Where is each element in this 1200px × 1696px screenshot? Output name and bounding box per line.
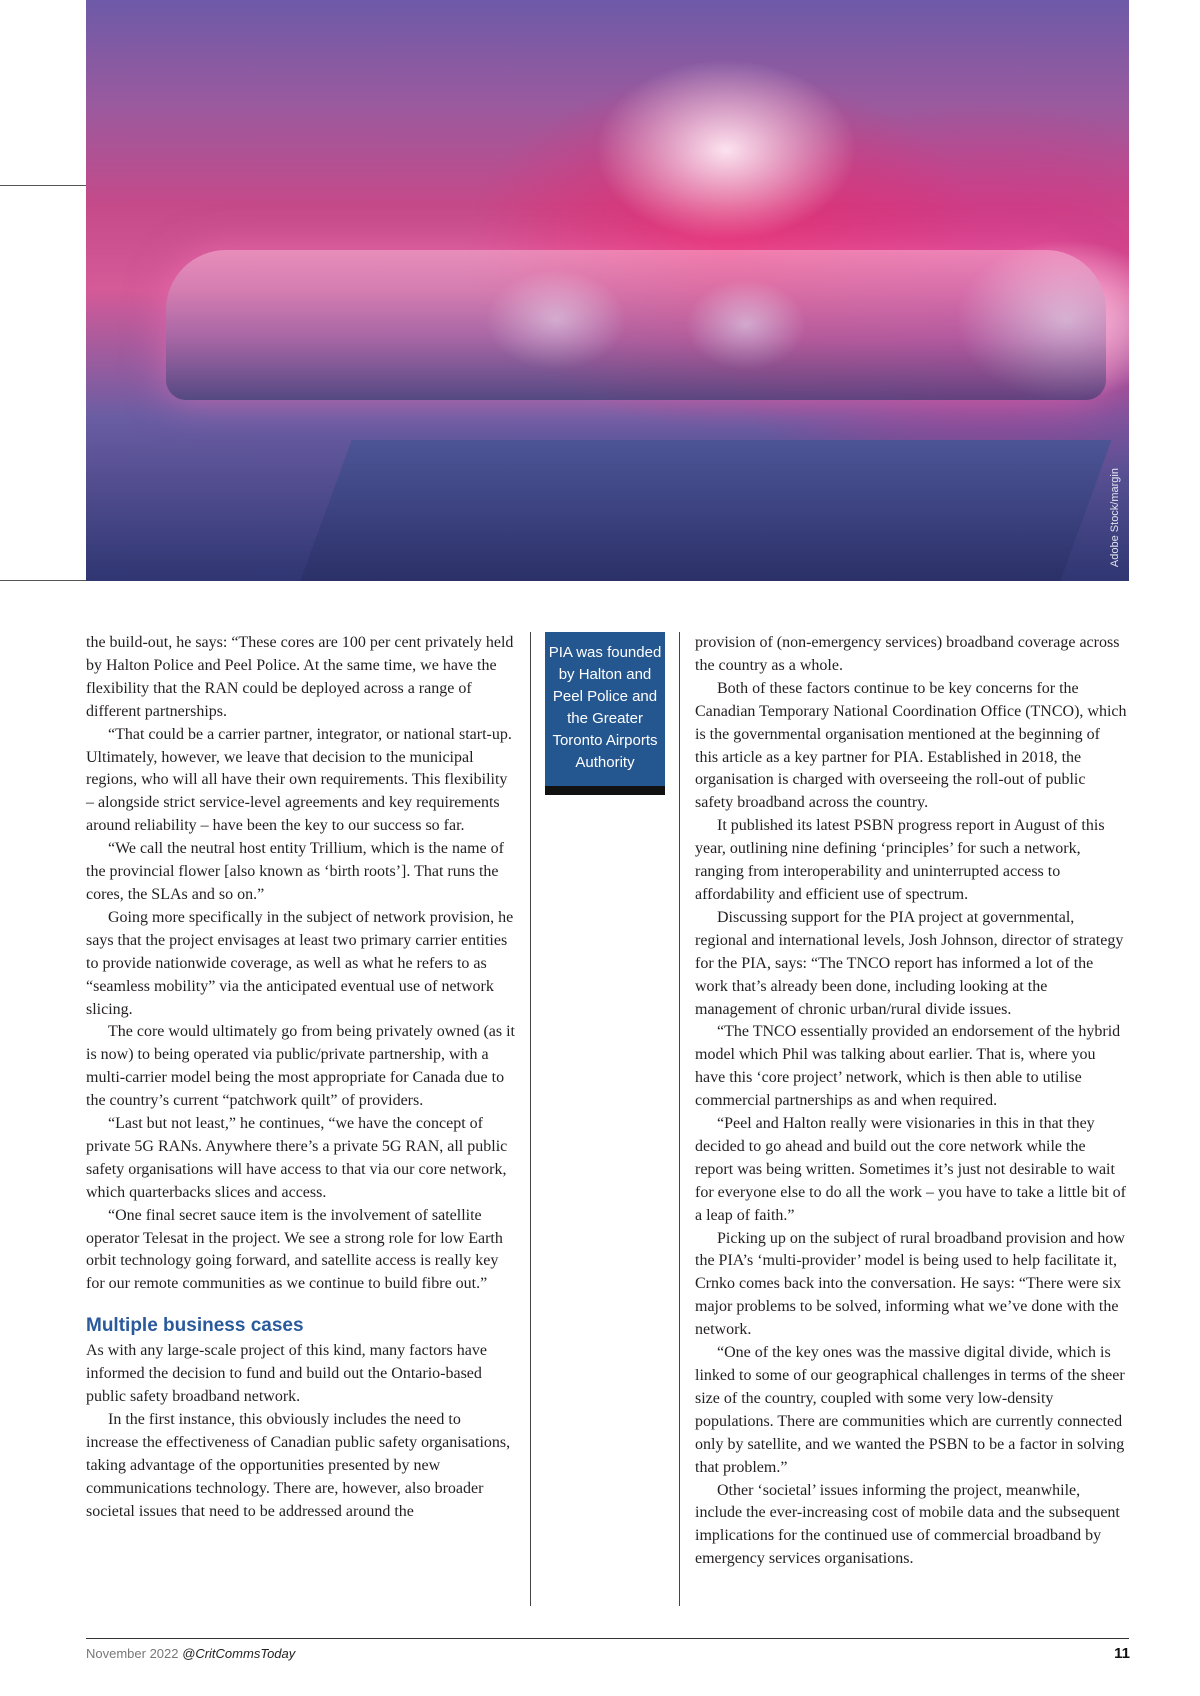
paragraph: “We call the neutral host entity Trillium, which is the name of the provincial flower [also known as ‘birth roots’]. That runs the cores, the SLAs and so on.” bbox=[86, 840, 504, 903]
page-number: 11 bbox=[1114, 1645, 1130, 1662]
right-column bbox=[695, 632, 1127, 1571]
footer-rule bbox=[86, 1638, 1129, 1639]
left-column bbox=[86, 632, 516, 1524]
paragraph: Going more specifically in the subject of network provision, he says that the project envisages at least two primary carrier entities to provide nationwide coverage, as well as what he refers to as “seamless mobility” via the anticipated eventual use of network slicing. bbox=[86, 908, 514, 1018]
paragraph: Other ‘societal’ issues informing the project, meanwhile, include the ever-increasing cost of mobile data and the subsequent implications for the continued use of commercial broadband by emergency services organisations. bbox=[695, 1481, 1120, 1568]
footer-info bbox=[86, 1646, 295, 1661]
photo-credit: Adobe Stock/margin bbox=[1109, 467, 1121, 567]
column-divider-left bbox=[530, 632, 531, 1606]
paragraph: Discussing support for the PIA project at governmental, regional and international levels, Josh Johnson, director of strategy for the PIA, says: “The TNCO report has informed a lot of the work that’s already been done, including looking at the management of chronic urban/rural divide issues. bbox=[695, 908, 1124, 1018]
paragraph: Both of these factors continue to be key concerns for the Canadian Temporary National Coordination Office (TNCO), which is the governmental organisation mentioned at the beginning of this article as a key partner for PIA. Established in 2018, the organisation is charged with overseeing the roll-out of public safety broadband across the country. bbox=[695, 679, 1127, 812]
issue-date: November 2022 bbox=[86, 1646, 179, 1661]
paragraph: “The TNCO essentially provided an endorsement of the hybrid model which Phil was talking about earlier. That is, where you have this ‘core project’ network, which is then able to utilise commercial partnerships as and when required. bbox=[695, 1023, 1121, 1110]
paragraph: provision of (non-emergency services) broadband coverage across the country as a whole. bbox=[695, 634, 1120, 674]
paragraph: As with any large-scale project of this kind, many factors have informed the decision to fund and build out the Ontario-based public safety broadband network. bbox=[86, 1342, 487, 1406]
social-handle[interactable]: @CritCommsToday bbox=[182, 1646, 296, 1661]
margin-rule-bottom bbox=[0, 580, 86, 581]
paragraph: The core would ultimately go from being privately owned (as it is now) to being operated via public/private partnership, with a multi-carrier model being the most appropriate for Canada due to the country’s current “patchwork quilt” of providers. bbox=[86, 1023, 515, 1110]
paragraph: Picking up on the subject of rural broadband provision and how the PIA’s ‘multi-provider’ model is being used to help facilitate it, Crnko comes back into the conversation. He says: “There were six major problems to be solved, informing what we’ve done with the network. bbox=[695, 1229, 1125, 1339]
margin-rule-top bbox=[0, 185, 86, 186]
section-heading: Multiple business cases bbox=[86, 1315, 304, 1337]
pull-quote: PIA was founded by Halton and Peel Police and the Greater Toronto Airports Authority bbox=[545, 632, 665, 795]
paragraph: “One final secret sauce item is the involvement of satellite operator Telesat in the project. We see a strong role for low Earth orbit technology going forward, and satellite access is really key for our remote communities as we continue to build fibre out.” bbox=[86, 1206, 503, 1293]
hero-photo bbox=[86, 0, 1129, 581]
paragraph: “One of the key ones was the massive digital divide, which is linked to some of our geographical challenges in terms of the sheer size of the country, coupled with some very low-density populations. There are communities which are currently connected only by satellite, and we wanted the PSBN to be a factor in solving that problem.” bbox=[695, 1344, 1125, 1476]
paragraph: It published its latest PSBN progress report in August of this year, outlining nine defining ‘principles’ for such a network, ranging from interoperability and uninterrupted access to affordability and efficient use of spectrum. bbox=[695, 817, 1105, 903]
paragraph: “That could be a carrier partner, integrator, or national start-up. Ultimately, however, we leave that decision to the municipal regions, who will all have their own requirements. This flexibility – alongside strict service-level agreements and key requirements around reliability – have been the key to our success so far. bbox=[86, 725, 512, 835]
paragraph: the build-out, he says: “These cores are 100 per cent privately held by Halton Police and Peel Police. At the same time, we have the flexibility that the RAN could be deployed across a range of different partnerships. bbox=[86, 634, 514, 720]
car-roof bbox=[300, 440, 1111, 581]
column-divider-right bbox=[679, 632, 680, 1606]
light-bar bbox=[166, 250, 1106, 400]
paragraph: “Peel and Halton really were visionaries in this in that they decided to go ahead and build out the core network while the report was being written. Sometimes it’s just not desirable to wait for everyone else to do all the work – you have to take a little bit of a leap of faith.” bbox=[695, 1115, 1126, 1224]
paragraph: “Last but not least,” he continues, “we have the concept of private 5G RANs. Anywhere there’s a private 5G RAN, all public safety organisations will have access to that via our core network, which quarterbacks slices and access. bbox=[86, 1115, 508, 1201]
paragraph: In the first instance, this obviously includes the need to increase the effectiveness of Canadian public safety organisations, taking advantage of the opportunities presented by new communications technology. There are, however, also broader societal issues that need to be addressed around the bbox=[86, 1411, 511, 1520]
